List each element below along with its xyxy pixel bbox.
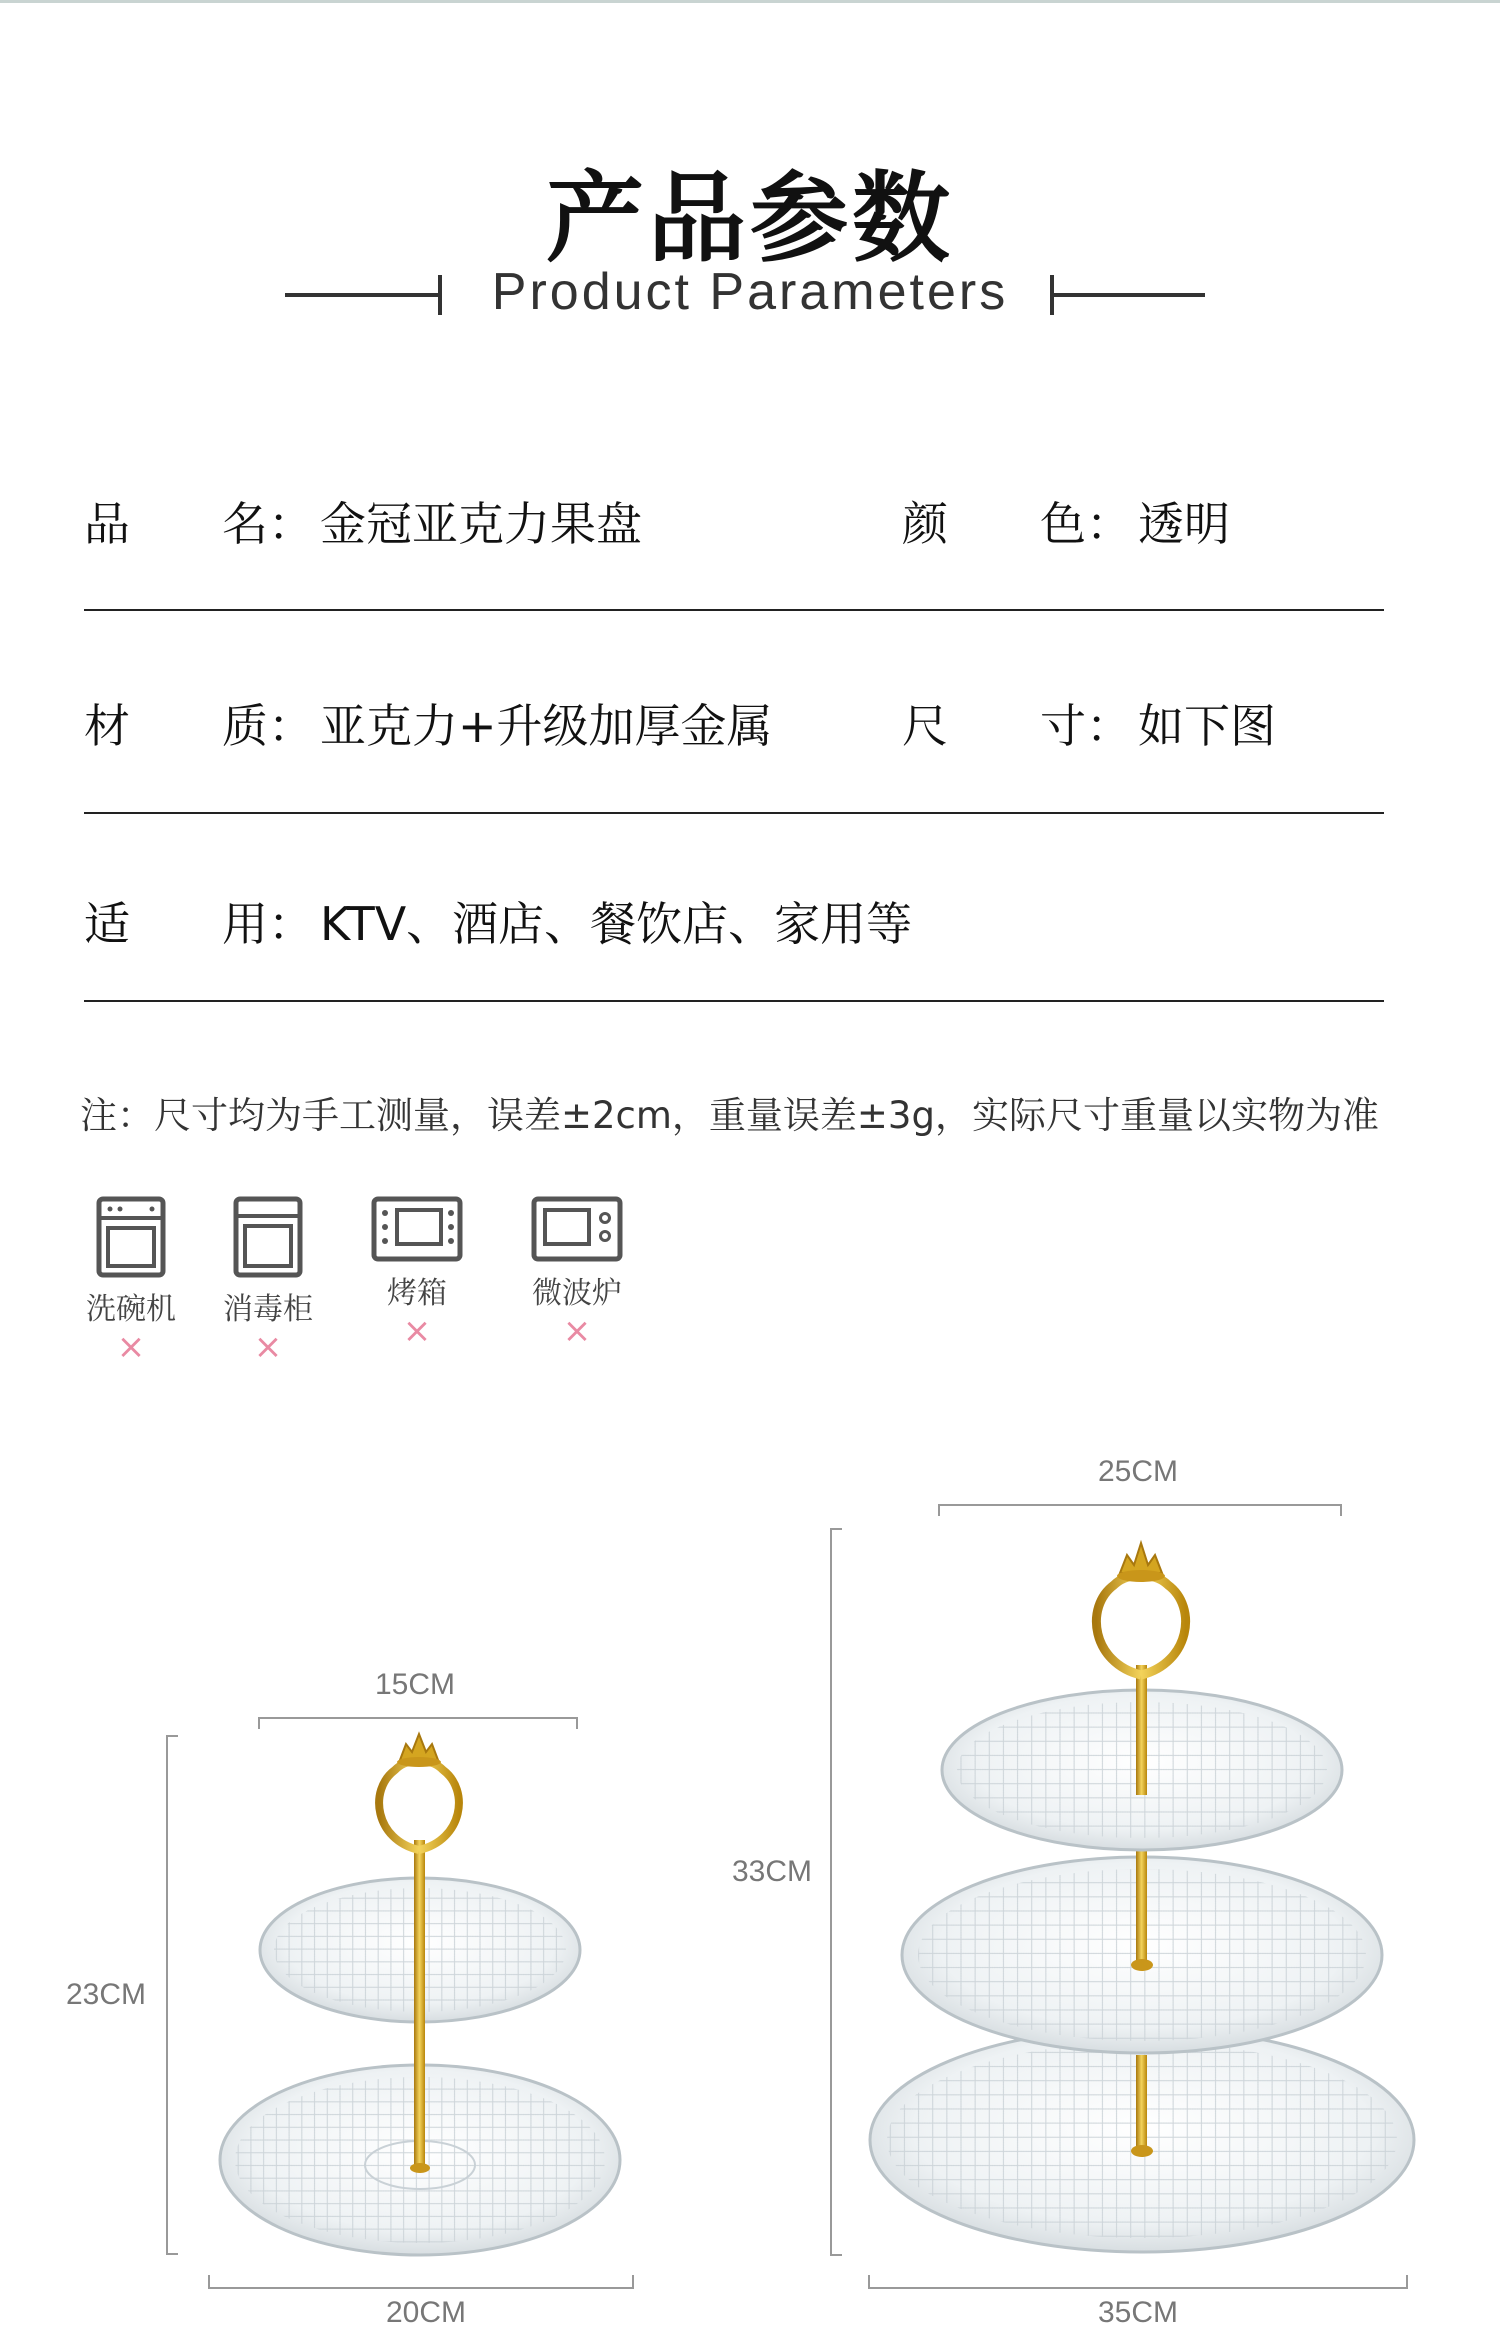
dim-line-cap [632, 2275, 634, 2287]
param-label-color: 颜 色： [902, 497, 1132, 551]
dim-line-bottom-3tier [868, 2287, 1408, 2289]
usage-item-disinfection-cabinet: 消毒柜 × [203, 1196, 333, 1364]
dim-bottom-width-3tier: 35CM [1098, 2296, 1179, 2329]
dishwasher-icon [96, 1196, 166, 1278]
disinfection-cabinet-icon [233, 1196, 303, 1278]
page-subtitle: Product Parameters [491, 263, 1009, 321]
dim-line-cap [166, 2253, 178, 2255]
not-allowed-mark: × [253, 1327, 283, 1367]
param-value-color: 透明 [1138, 497, 1230, 551]
usage-item-dishwasher: 洗碗机 × [66, 1196, 196, 1364]
measurement-note: 注：尺寸均为手工测量，误差±2cm，重量误差±3g，实际尺寸重量以实物为准 [80, 1094, 1379, 1137]
dim-line-cap [166, 1735, 178, 1737]
param-label-usage: 适 用： [84, 897, 314, 951]
usage-item-oven: 烤箱 × [352, 1196, 482, 1348]
dim-line-height-2tier [166, 1735, 168, 2255]
param-divider [84, 609, 1384, 611]
dim-line-cap [868, 2275, 870, 2287]
dim-height-2tier: 23CM [66, 1978, 147, 2011]
top-border [0, 0, 1500, 3]
param-row-material-size [84, 690, 1384, 770]
dim-line-height-3tier [830, 1528, 832, 2256]
dim-line-top-2tier [258, 1717, 578, 1719]
param-row-usage [84, 888, 1384, 968]
param-label-name: 品 名： [84, 497, 314, 551]
three-tier-fruit-plate-image [862, 1515, 1422, 2275]
microwave-icon [531, 1196, 623, 1262]
param-row-name-color [84, 488, 1384, 568]
param-value-usage: KTV、酒店、餐饮店、家用等 [320, 897, 913, 951]
param-label-size: 尺 寸： [902, 699, 1132, 753]
param-label-material: 材 质： [84, 699, 314, 753]
oven-icon [371, 1196, 463, 1262]
param-value-name: 金冠亚克力果盘 [320, 497, 642, 551]
subtitle-rule-right [1050, 293, 1205, 297]
dim-top-width-2tier: 15CM [375, 1668, 456, 1701]
dim-line-cap [1406, 2275, 1408, 2287]
dim-bottom-width-2tier: 20CM [386, 2296, 467, 2329]
dim-height-3tier: 33CM [732, 1855, 813, 1888]
not-allowed-mark: × [562, 1311, 592, 1351]
param-value-size: 如下图 [1138, 699, 1276, 753]
not-allowed-mark: × [402, 1311, 432, 1351]
param-value-material: 亚克力+升级加厚金属 [320, 699, 773, 753]
two-tier-fruit-plate-image [200, 1720, 640, 2275]
not-allowed-mark: × [116, 1327, 146, 1367]
page-title: 产品参数 [545, 162, 954, 276]
param-divider [84, 1000, 1384, 1002]
dim-line-cap [208, 2275, 210, 2287]
dim-line-bottom-2tier [208, 2287, 634, 2289]
dim-line-cap [830, 1528, 842, 1530]
dim-line-cap [830, 2254, 842, 2256]
dim-top-width-3tier: 25CM [1098, 1455, 1179, 1488]
usage-item-microwave: 微波炉 × [512, 1196, 642, 1348]
dim-line-top-3tier [938, 1504, 1342, 1506]
param-divider [84, 812, 1384, 814]
